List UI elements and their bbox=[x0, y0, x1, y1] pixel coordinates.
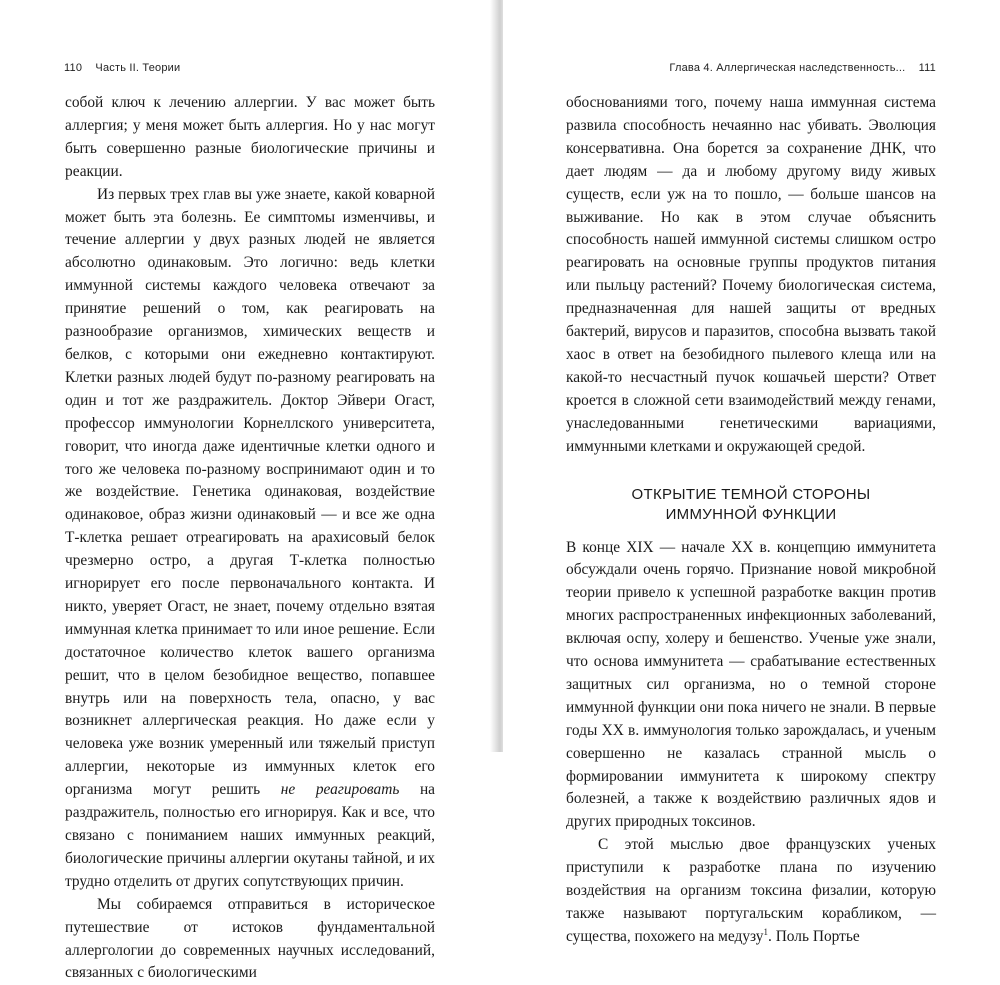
page-number-right: 111 bbox=[918, 62, 936, 74]
running-head-left bbox=[64, 62, 180, 74]
paragraph bbox=[566, 834, 936, 949]
right-page-paragraphs-after bbox=[566, 537, 936, 949]
left-page bbox=[0, 0, 497, 982]
paragraph-text: . Поль Портье bbox=[768, 927, 860, 945]
right-page-body bbox=[566, 92, 936, 949]
paragraph bbox=[65, 92, 435, 184]
running-head-title-right: Глава 4. Аллергическая наследственность... bbox=[669, 62, 906, 74]
section-heading bbox=[566, 485, 936, 525]
section-heading-line-1: ОТКРЫТИЕ ТЕМНОЙ СТОРОНЫ bbox=[631, 485, 871, 503]
emphasis-text: не реагировать bbox=[280, 781, 400, 799]
right-page-paragraphs-before bbox=[566, 92, 936, 459]
paragraph bbox=[65, 894, 435, 985]
paragraph-text: обоснованиями того, почему наша иммунная система развила способность нечаянно нас убивать. Эволюция консервативна. Она борется за сохранение ДНК, что дает людям — да и любому другому виду живых существ, если уж на то пошло, — больше шансов на выживание. Но как в этом случае объяснить способность нашей иммунной системы слишком остро реагировать на основные группы продуктов питания или пыльцу растений? Почему биологическая система, предназначенная для нашей защиты от вредных бактерий, вирусов и паразитов, способна вызвать такой хаос в ответ на безобидного пылевого клеща или на какой-то несчастный пучок кошачьей шерсти? Ответ кроется в сложной сети взаимодействий между генами, унаследованными генетическими вариациями, иммунными клетками и окружающей средой. bbox=[566, 94, 936, 455]
running-head-title-left: Часть II. Теории bbox=[95, 62, 181, 74]
section-heading-line-2: ИММУННОЙ ФУНКЦИИ bbox=[665, 505, 837, 523]
right-page bbox=[503, 0, 1000, 945]
running-head-right bbox=[669, 62, 936, 74]
paragraph bbox=[566, 92, 936, 459]
footnote-marker: 1 bbox=[763, 926, 768, 937]
paragraph-text: С этой мыслью двое французских ученых приступили к разработке плана по изучению воздействия на организм токсина физалии, которую также называют португальским корабликом, — существа, похожего на медузу bbox=[566, 836, 936, 945]
paragraph bbox=[65, 184, 435, 894]
page-number-left: 110 bbox=[64, 62, 83, 74]
left-page-body bbox=[65, 92, 435, 985]
paragraph-text: на раздражитель, полностью его игнорируя. Как и все, что связано с пониманием наших иммунных реакций, биологические причины аллергии окутаны тайной, и их трудно отделить от других сопутствующих причин. bbox=[65, 781, 436, 890]
paragraph-text: собой ключ к лечению аллергии. У вас может быть аллергия; у меня может быть аллергия. Но у нас могут быть совершенно разные биологические причины и реакции. bbox=[65, 94, 435, 180]
paragraph-text: Мы собираемся отправиться в историческое путешествие от истоков фундаментальной аллергологии до современных научных исследований, связанных с биологическими bbox=[65, 895, 435, 982]
paragraph-text: Из первых трех глав вы уже знаете, какой коварной может быть эта болезнь. Ее симптомы изменчивы, и течение аллергии у двух разных людей не является абсолютно одинаковым. Это логично: ведь клетки иммунной системы каждого человека отвечают за принятие решений о том, как реагировать на разнообразие организмов, химических веществ и белков, с которыми они ежедневно контактируют. Клетки разных людей будут по-разному реагировать на один и тот же раздражитель. Доктор Эйвери Огаст, профессор иммунологии Корнеллского университета, говорит, что иногда даже идентичные клетки одного и того же человека по-разному воспринимают один и то же воздействие. Генетика одинаковая, воздействие одинаковое, образ жизни одинаковый — и все же одна Т-клетка решает отреагировать на арахисовый белок чрезмерно остро, а другая Т-клетка полностью игнорирует его после первоначального контакта. И никто, уверяет Огаст, не знает, почему отдельно взятая иммунная клетка принимает то или иное решение. Если достаточное количество клеток вашего организма решит, что в целом безобидное вещество, попавшее внутрь или на поверхность тела, опасно, у вас возникнет аллергическая реакция. Но даже если у человека уже возник умеренный или тяжелый приступ аллергии, некоторые из иммунных клеток его организма могут решить bbox=[65, 185, 435, 799]
paragraph-text: В конце XIX — начале XX в. концепцию иммунитета обсуждали очень горячо. Признание новой микробной теории привело к успешной разработке вакцин против многих распространенных инфекционных заболеваний, включая оспу, холеру и бешенство. Ученые уже знали, что основа иммунитета — срабатывание естественных защитных сил организма, но о темной стороне иммунной функции они пока ничего не знали. В первые годы XX в. иммунология только зарождалась, и ученым совершенно не казалась странной мысль о формировании иммунитета к широкому спектру болезней, а также к воздействию различных ядов и других природных токсинов. bbox=[566, 538, 936, 831]
paragraph bbox=[566, 537, 936, 835]
